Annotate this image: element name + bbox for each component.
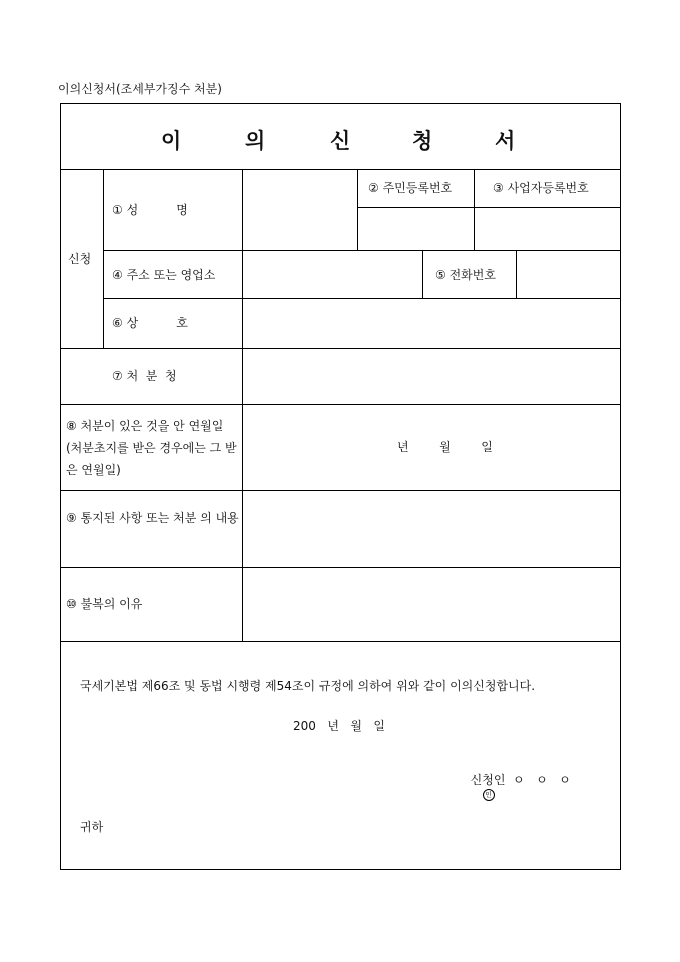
row-divider [103,250,621,251]
authority-label: ⑦ 처 분 청 [112,369,177,383]
column-divider [474,169,475,250]
business-number-label: ③ 사업자등록번호 [493,181,589,195]
notice-content-label: ⑨ 통지된 사항 또는 처분 의 내용 [66,511,239,525]
name-label: ① 성 명 [112,203,188,217]
row-divider [60,404,621,405]
title-char-3: 신 [330,128,351,153]
column-divider [103,169,104,348]
row-divider [103,298,621,299]
declaration-date: 200 년 월 일 [293,719,386,733]
address-label: ④ 주소 또는 영업소 [112,268,216,282]
column-divider [357,169,358,250]
known-date-label: ⑧ 처분이 있은 것을 안 연월일 (처분초지를 받은 경우에는 그 받은 연월일) [66,419,237,477]
title-char-2: 의 [245,128,266,153]
seal-mark: 인 [483,789,495,801]
trade-name-label: ⑥ 상 호 [112,316,188,330]
phone-label: ⑤ 전화번호 [435,268,496,282]
row-divider [60,169,621,170]
addressee-label: 귀하 [80,820,104,834]
title-char-4: 청 [412,128,433,153]
form-title [60,125,621,151]
applicant-name-placeholder: 신청인 ㅇ ㅇ ㅇ [470,773,571,787]
resident-number-label: ② 주민등록번호 [368,181,453,195]
row-divider [60,641,621,642]
applicant-signature-line [463,759,571,801]
reason-label: ⑩ 불복의 이유 [66,597,143,611]
title-char-5: 서 [495,128,516,153]
row-divider [357,207,621,208]
row-divider [60,567,621,568]
objection-form-table [60,103,621,870]
column-divider [422,250,423,298]
column-divider [242,169,243,641]
row-divider [60,490,621,491]
form-caption: 이의신청서(조세부가징수 처분) [58,82,222,96]
row-divider [60,348,621,349]
known-date-value: 년 월 일 [397,440,493,454]
applicant-label: 신청 [68,252,92,266]
column-divider [516,250,517,298]
title-char-1: 이 [161,128,182,153]
declaration-statement: 국세기본법 제66조 및 동법 시행령 제54조이 규정에 의하여 위와 같이 이의신청합니다. [80,679,536,693]
